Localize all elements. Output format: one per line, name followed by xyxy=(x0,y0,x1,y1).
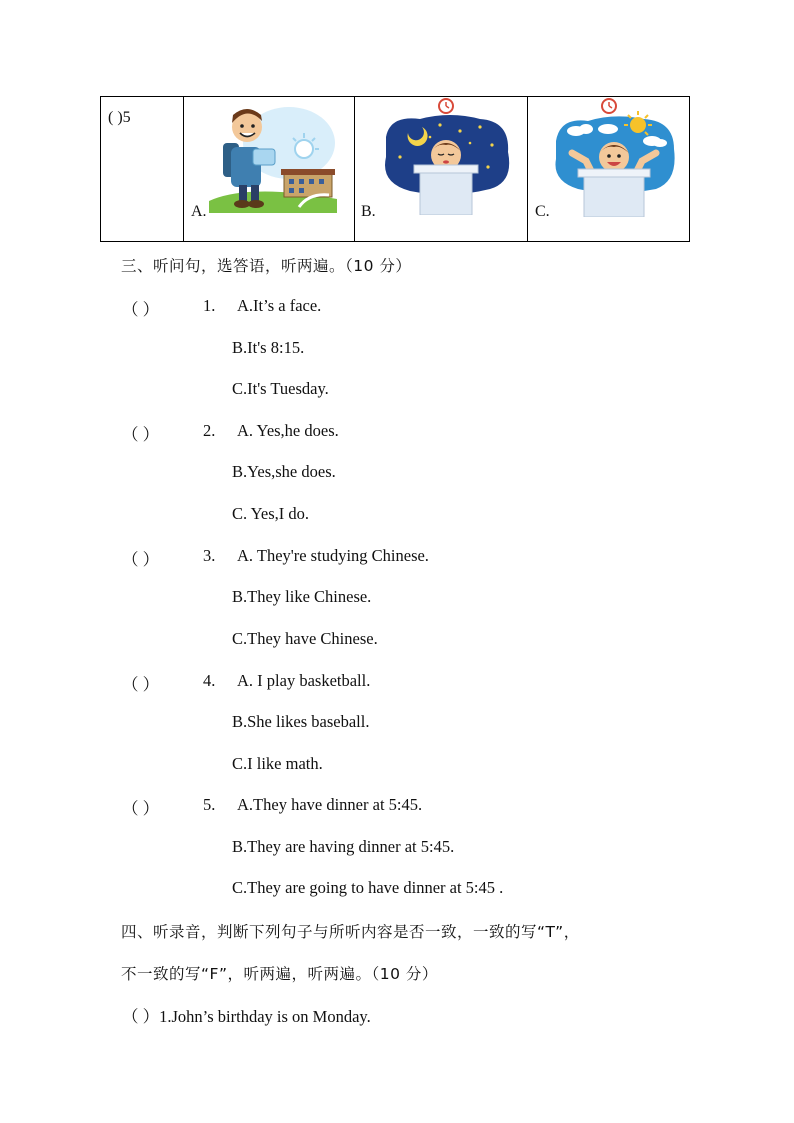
question-number: 4. xyxy=(203,671,216,690)
answer-blank[interactable]: （ ） xyxy=(122,1007,160,1026)
question-4-row xyxy=(122,671,159,695)
option-c: C. Yes,I do. xyxy=(232,504,310,523)
answer-blank[interactable]: （ ） xyxy=(122,300,160,319)
option-b: B.They like Chinese. xyxy=(232,587,372,606)
option-c: C.I like math. xyxy=(232,754,323,773)
answer-blank[interactable]: （ ） xyxy=(122,425,160,444)
question-1-row xyxy=(122,296,159,320)
question-number: 3. xyxy=(203,546,216,565)
option-c-cell[interactable] xyxy=(528,97,690,242)
section3-heading: 三、听问句，选答语，听两遍。（10 分） xyxy=(121,257,412,275)
option-a: A.They have dinner at 5:45. xyxy=(237,795,423,814)
question-2-row xyxy=(122,421,159,445)
option-b: B.It's 8:15. xyxy=(232,338,305,357)
option-c: C.They have Chinese. xyxy=(232,629,378,648)
option-a: A. I play basketball. xyxy=(237,671,371,690)
picture-options-table xyxy=(100,96,690,242)
boy-waking-up-morning-icon xyxy=(552,97,678,217)
option-b: B.They are having dinner at 5:45. xyxy=(232,837,455,856)
question-3-row xyxy=(122,546,159,570)
option-a-letter: A. xyxy=(191,203,207,220)
option-a-cell[interactable] xyxy=(184,97,355,242)
question-number: 1. xyxy=(203,296,216,315)
option-b-cell[interactable] xyxy=(355,97,528,242)
option-c: C.It's Tuesday. xyxy=(232,379,329,398)
answer-blank[interactable]: （ ） xyxy=(122,550,160,569)
question-number: ( )5 xyxy=(108,109,131,126)
question-number: 5. xyxy=(203,795,216,814)
boy-sleeping-at-night-icon xyxy=(380,97,514,215)
option-b: B.She likes baseball. xyxy=(232,712,370,731)
section4-heading-line1: 四、听录音，判断下列句子与所听内容是否一致，一致的写“T”， xyxy=(121,923,580,941)
boy-going-to-school-icon xyxy=(209,103,337,213)
section4-question-1-row xyxy=(122,1003,371,1027)
option-c: C.They are going to have dinner at 5:45 . xyxy=(232,878,504,897)
option-a: A. They're studying Chinese. xyxy=(237,546,429,565)
question-number: 2. xyxy=(203,421,216,440)
option-b: B.Yes,she does. xyxy=(232,462,336,481)
statement-text: 1.John’s birthday is on Monday. xyxy=(159,1007,371,1026)
option-b-letter: B. xyxy=(361,203,376,220)
answer-blank[interactable]: （ ） xyxy=(122,675,160,694)
answer-blank[interactable]: （ ） xyxy=(122,799,160,818)
option-c-letter: C. xyxy=(535,203,550,220)
option-a: A. Yes,he does. xyxy=(237,421,339,440)
question-number-cell xyxy=(101,97,184,242)
section4-heading-line2: 不一致的写“F”，听两遍，听两遍。（10 分） xyxy=(121,965,438,983)
option-a: A.It’s a face. xyxy=(237,296,322,315)
question-5-row xyxy=(122,795,159,819)
